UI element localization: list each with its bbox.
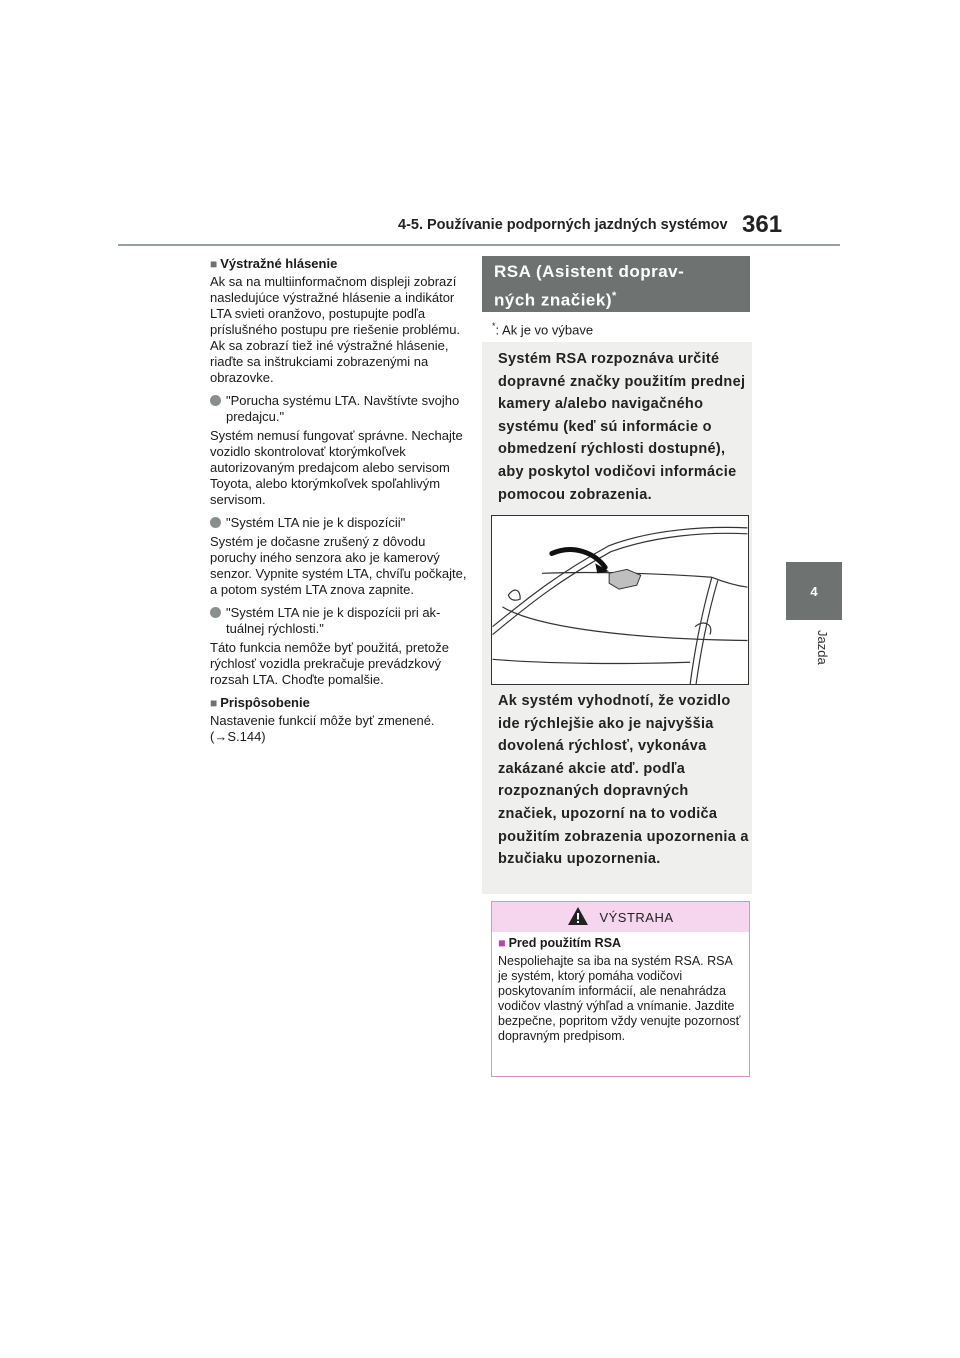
warning-body (492, 932, 749, 1044)
windshield-camera-drawing (492, 516, 748, 684)
left-column (210, 256, 468, 752)
page-reference: (→S.144) (210, 729, 266, 744)
header-rule (118, 244, 840, 246)
warning-text: Nespoliehajte sa iba na systém RSA. RSA je systém, ktorý pomáha vodičovi poskytovaním informácií, ale nenahrádza vodičov vlastný výhľad a vnímanie. Jazdite bezpečne, popritom vždy venujte pozornosť dopravným predpisom. (498, 954, 741, 1043)
custom-section-text: Nastavenie funkcií môže byť zmenené. (→S.144) (210, 713, 435, 744)
circle-bullet-icon (210, 607, 221, 618)
warning-item-text: Táto funkcia nemôže byť použitá, pretože rýchlosť vozidla prekračuje prevádzkový rozsah LTA. Choďte pomalšie. (210, 640, 450, 687)
warning-item-bullet: "Systém LTA nie je k dispozícii" (210, 515, 468, 531)
warning-section-heading: ■ Výstražné hlásenie (210, 256, 338, 271)
square-bullet-icon: ■ (498, 936, 506, 950)
warning-item-bullet: "Porucha systému LTA. Navštívte svojho predajcu." (210, 393, 468, 425)
circle-bullet-icon (210, 395, 221, 406)
windshield-camera-illustration (491, 515, 749, 685)
warning-triangle-icon (567, 906, 589, 929)
warning-title: VÝSTRAHA (599, 909, 674, 925)
page-number: 361 (742, 211, 783, 238)
rsa-intro-text: Systém RSA rozpoznáva určité dopravné značky použitím prednej kamery a/alebo navigačného systému (keď sú informácie o obmedzení rýchlosti dostupné), aby poskytol vodičovi informácie pomocou zobrazenia. (498, 351, 746, 503)
chapter-tab: 4 (786, 562, 842, 620)
warning-item-text: Systém je dočasne zrušený z dôvodu poruchy iného senzora ako je kamerový senzor. Vypnite systém LTA, chvíľu počkajte, a potom systém LTA znova zapnite. (210, 534, 467, 597)
warning-section-intro: Ak sa na multiinformačnom displeji zobrazí nasledujúce výstražné hlásenie a indikátor LTA svieti oranžovo, postupujte podľa príslušného postupu pre riešenie problému. Ak sa zobrazí tiež iné výstražné hlásenie, riaďte sa inštrukciami zobrazenými na obrazovke. (210, 274, 461, 385)
custom-section-heading: ■ Prispôsobenie (210, 695, 310, 710)
footnote: *: Ak je vo výbave (492, 321, 594, 338)
warning-item-text: Systém nemusí fungovať správne. Nechajte vozidlo skontrolovať ktorýmkoľvek autorizovaným predajcom alebo servisom Toyota, alebo ktorýmkoľvek spoľahlivým servisom. (210, 428, 463, 507)
header-title: 4-5. Používanie podporných jazdných systémov (398, 217, 728, 233)
chapter-label: Jazda (815, 630, 830, 665)
rsa-section-title: RSA (Asistent doprav- ných značiek)* (482, 256, 750, 312)
warning-box (491, 901, 750, 1077)
square-bullet-icon: ■ (210, 257, 218, 271)
warning-item-bullet: "Systém LTA nie je k dispozícii pri aktuálnej rýchlosti." (210, 605, 468, 637)
warning-header (492, 902, 749, 932)
square-bullet-icon: ■ (210, 696, 218, 710)
rsa-detail-text: Ak systém vyhodnotí, že vozidlo ide rýchlejšie ako je najvyššia dovolená rýchlosť, vykonáva zakázané akcie atď. podľa rozpoznaných dopravných značiek, upozorní na to vodiča použitím zobrazenia upozornenia a bzučiaku upozornenia. (498, 693, 749, 868)
warning-subheading: ■ Pred použitím RSA (498, 936, 622, 950)
circle-bullet-icon (210, 517, 221, 528)
